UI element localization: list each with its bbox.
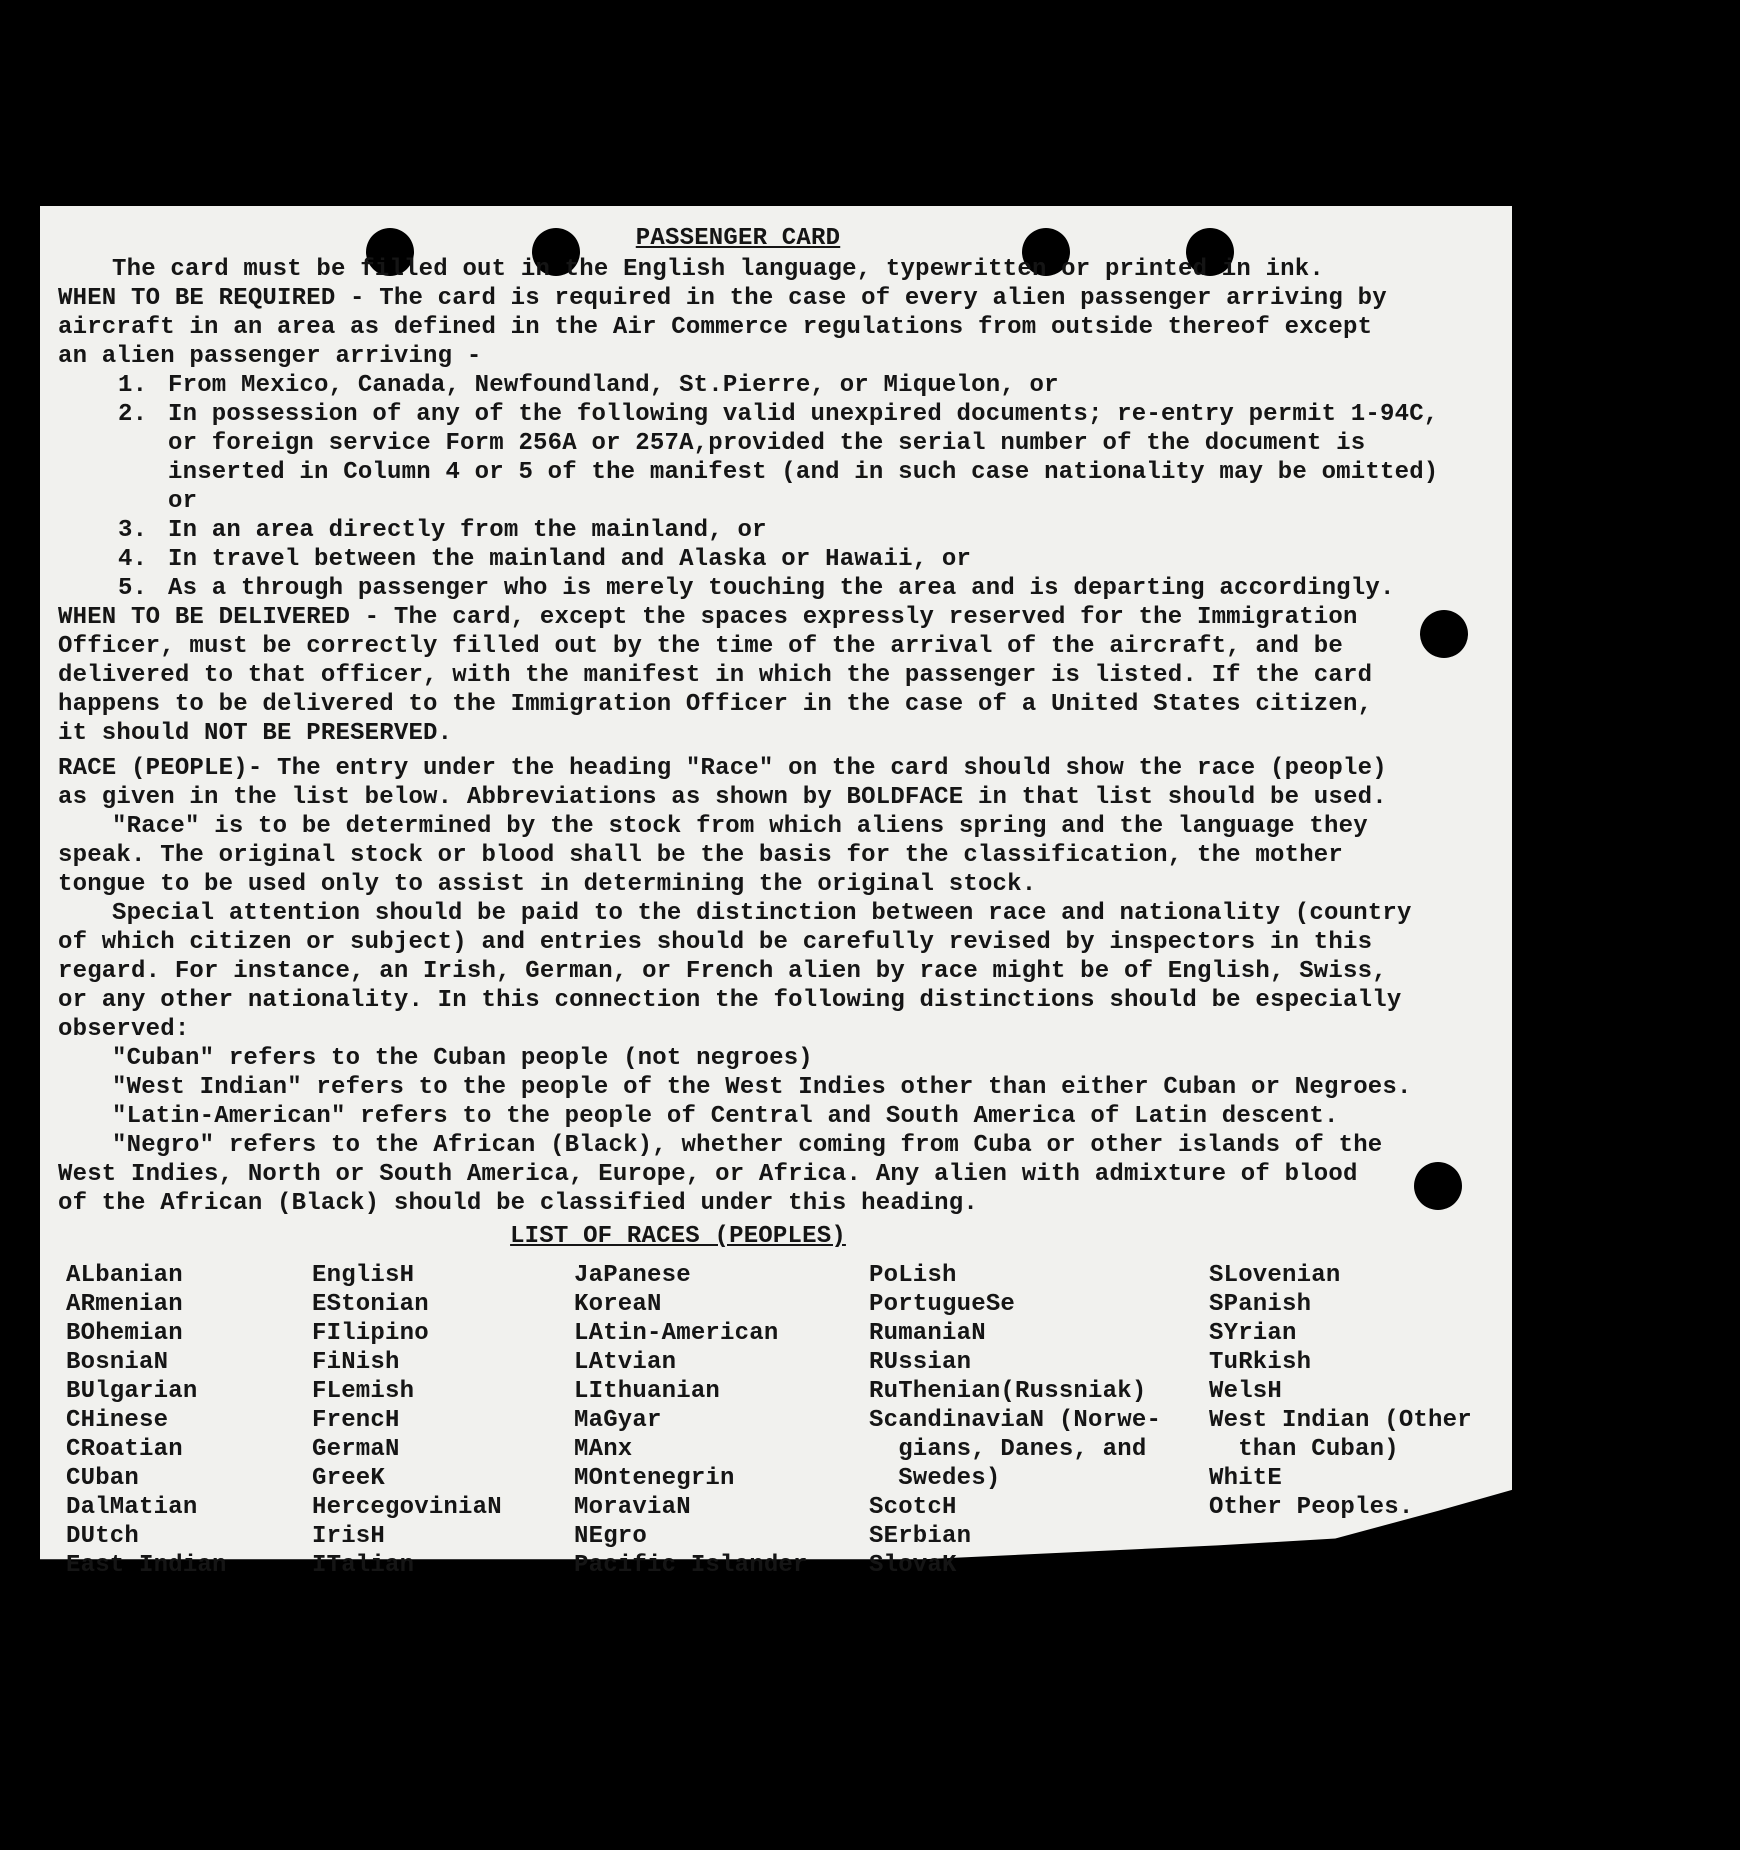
race-entry: DUtch — [66, 1523, 140, 1550]
races-column — [869, 1261, 1209, 1580]
race-line: RACE (PEOPLE)- The entry under the heading "Race" on the card should show the race (people) — [58, 755, 1387, 782]
race-entry: Swedes) — [869, 1465, 1001, 1492]
card-text — [58, 224, 1498, 1580]
exception-number: 2. — [118, 401, 148, 428]
exception-number: 3. — [118, 517, 148, 544]
race-entry: MAnx — [574, 1436, 633, 1463]
special-attention-line: or any other nationality. In this connection the following distinctions should be especially — [58, 987, 1402, 1014]
race-entry: CUban — [66, 1465, 140, 1492]
race-entry: FLemish — [312, 1378, 415, 1405]
when-delivered-line: delivered to that officer, with the manifest in which the passenger is listed. If the card — [58, 662, 1373, 689]
race-entry: SlovaK — [869, 1552, 957, 1579]
race-entry: PortugueSe — [869, 1291, 1016, 1318]
exception-item — [58, 371, 1498, 400]
race-line: as given in the list below. Abbreviations as shown by BOLDFACE in that list should be used. — [58, 784, 1387, 811]
race-entry: PoLish — [869, 1262, 957, 1289]
when-delivered-line: happens to be delivered to the Immigration Officer in the case of a United States citizen, — [58, 691, 1373, 718]
race-entry: Pacific Islander — [574, 1552, 808, 1579]
race-entry: WelsH — [1209, 1378, 1283, 1405]
race-definition-line: speak. The original stock or blood shall be the basis for the classification, the mother — [58, 842, 1344, 869]
exception-item — [58, 545, 1498, 574]
race-entry: GreeK — [312, 1465, 386, 1492]
race-entry: RuThenian(Russniak) — [869, 1378, 1147, 1405]
race-definition-line: tongue to be used only to assist in determining the original stock. — [58, 871, 1037, 898]
race-entry: LIthuanian — [574, 1378, 721, 1405]
race-entry: BosniaN — [66, 1349, 169, 1376]
exception-text: In travel between the mainland and Alaska or Hawaii, or — [168, 546, 972, 573]
exception-text: In an area directly from the mainland, or — [168, 517, 767, 544]
race-entry: MaGyar — [574, 1407, 662, 1434]
race-entry: BUlgarian — [66, 1378, 198, 1405]
distinction-line: "Cuban" refers to the Cuban people (not negroes) — [112, 1045, 813, 1072]
when-required-line: aircraft in an area as defined in the Air Commerce regulations from outside thereof except — [58, 314, 1373, 341]
race-entry: NEgro — [574, 1523, 648, 1550]
race-entry: ARmenian — [66, 1291, 183, 1318]
special-attention-line: Special attention should be paid to the distinction between race and nationality (country — [112, 900, 1412, 927]
races-column — [574, 1261, 869, 1580]
special-attention-line: observed: — [58, 1016, 190, 1043]
race-entry: JaPanese — [574, 1262, 691, 1289]
race-entry: WhitE — [1209, 1465, 1283, 1492]
negro-definition-line: "Negro" refers to the African (Black), whether coming from Cuba or other islands of the — [112, 1132, 1383, 1159]
intro-text: The card must be filled out in the English language, typewritten or printed in ink. — [112, 256, 1324, 283]
race-entry: RumaniaN — [869, 1320, 986, 1347]
race-entry: LAtvian — [574, 1349, 677, 1376]
distinction-line: "Latin-American" refers to the people of Central and South America of Latin descent. — [112, 1103, 1339, 1130]
races-list — [66, 1261, 1498, 1580]
race-entry: ALbanian — [66, 1262, 183, 1289]
race-entry: SPanish — [1209, 1291, 1312, 1318]
exception-continuation: or foreign service Form 256A or 257A,provided the serial number of the document is — [168, 430, 1366, 457]
race-entry: CHinese — [66, 1407, 169, 1434]
exception-item — [58, 400, 1498, 429]
race-entry: GermaN — [312, 1436, 400, 1463]
when-required-line: an alien passenger arriving - — [58, 343, 482, 370]
race-entry: EnglisH — [312, 1262, 415, 1289]
race-entry: SYrian — [1209, 1320, 1297, 1347]
race-entry: ScandinaviaN (Norwe- — [869, 1407, 1162, 1434]
race-entry: BOhemian — [66, 1320, 183, 1347]
race-entry: gians, Danes, and — [869, 1436, 1147, 1463]
race-entry: IrisH — [312, 1523, 386, 1550]
exception-continuation: inserted in Column 4 or 5 of the manifest (and in such case nationality may be omitted) — [168, 459, 1439, 486]
race-entry: West Indian (Other — [1209, 1407, 1472, 1434]
race-entry: SErbian — [869, 1523, 972, 1550]
race-entry: KoreaN — [574, 1291, 662, 1318]
distinction-line: "West Indian" refers to the people of the West Indies other than either Cuban or Negroes. — [112, 1074, 1412, 1101]
race-entry: CRoatian — [66, 1436, 183, 1463]
exception-item — [58, 574, 1498, 603]
race-entry: East Indian — [66, 1552, 227, 1579]
race-entry: FrencH — [312, 1407, 400, 1434]
exception-continuation: or — [168, 488, 198, 515]
special-attention-line: regard. For instance, an Irish, German, or French alien by race might be of English, Swiss, — [58, 958, 1387, 985]
exception-text: As a through passenger who is merely touching the area and is departing accordingly. — [168, 575, 1395, 602]
race-entry: EStonian — [312, 1291, 429, 1318]
exception-item — [58, 516, 1498, 545]
race-entry: HercegoviniaN — [312, 1494, 502, 1521]
special-attention-line: of which citizen or subject) and entries should be carefully revised by inspectors in this — [58, 929, 1373, 956]
exception-number: 5. — [118, 575, 148, 602]
race-entry: Other Peoples. — [1209, 1494, 1414, 1521]
when-delivered-line: it should NOT BE PRESERVED. — [58, 720, 453, 747]
negro-definition-line: West Indies, North or South America, Europe, or Africa. Any alien with admixture of blood — [58, 1161, 1358, 1188]
card-title: PASSENGER CARD — [635, 225, 841, 252]
exception-text: In possession of any of the following valid unexpired documents; re-entry permit 1-94C, — [168, 401, 1439, 428]
race-entry: TuRkish — [1209, 1349, 1312, 1376]
when-delivered-line: WHEN TO BE DELIVERED - The card, except the spaces expressly reserved for the Immigration — [58, 604, 1358, 631]
race-entry: MOntenegrin — [574, 1465, 735, 1492]
race-entry: DalMatian — [66, 1494, 198, 1521]
when-required-line: WHEN TO BE REQUIRED - The card is required in the case of every alien passenger arriving by — [58, 285, 1387, 312]
races-column — [312, 1261, 574, 1580]
exception-number: 4. — [118, 546, 148, 573]
race-entry: ScotcH — [869, 1494, 957, 1521]
when-delivered-line: Officer, must be correctly filled out by the time of the arrival of the aircraft, and be — [58, 633, 1344, 660]
list-of-races-title: LIST OF RACES (PEOPLES) — [510, 1223, 846, 1250]
races-column — [66, 1261, 312, 1580]
race-entry: than Cuban) — [1209, 1436, 1399, 1463]
race-entry: RUssian — [869, 1349, 972, 1376]
negro-definition-line: of the African (Black) should be classified under this heading. — [58, 1190, 978, 1217]
race-entry: MoraviaN — [574, 1494, 691, 1521]
race-entry: LAtin-American — [574, 1320, 779, 1347]
races-column — [1209, 1261, 1499, 1580]
exception-text: From Mexico, Canada, Newfoundland, St.Pierre, or Miquelon, or — [168, 372, 1059, 399]
exception-number: 1. — [118, 372, 148, 399]
race-entry: FIlipino — [312, 1320, 429, 1347]
race-entry: SLovenian — [1209, 1262, 1341, 1289]
race-definition-line: "Race" is to be determined by the stock from which aliens spring and the language they — [112, 813, 1368, 840]
race-entry: ITalian — [312, 1552, 415, 1579]
race-entry: FiNish — [312, 1349, 400, 1376]
